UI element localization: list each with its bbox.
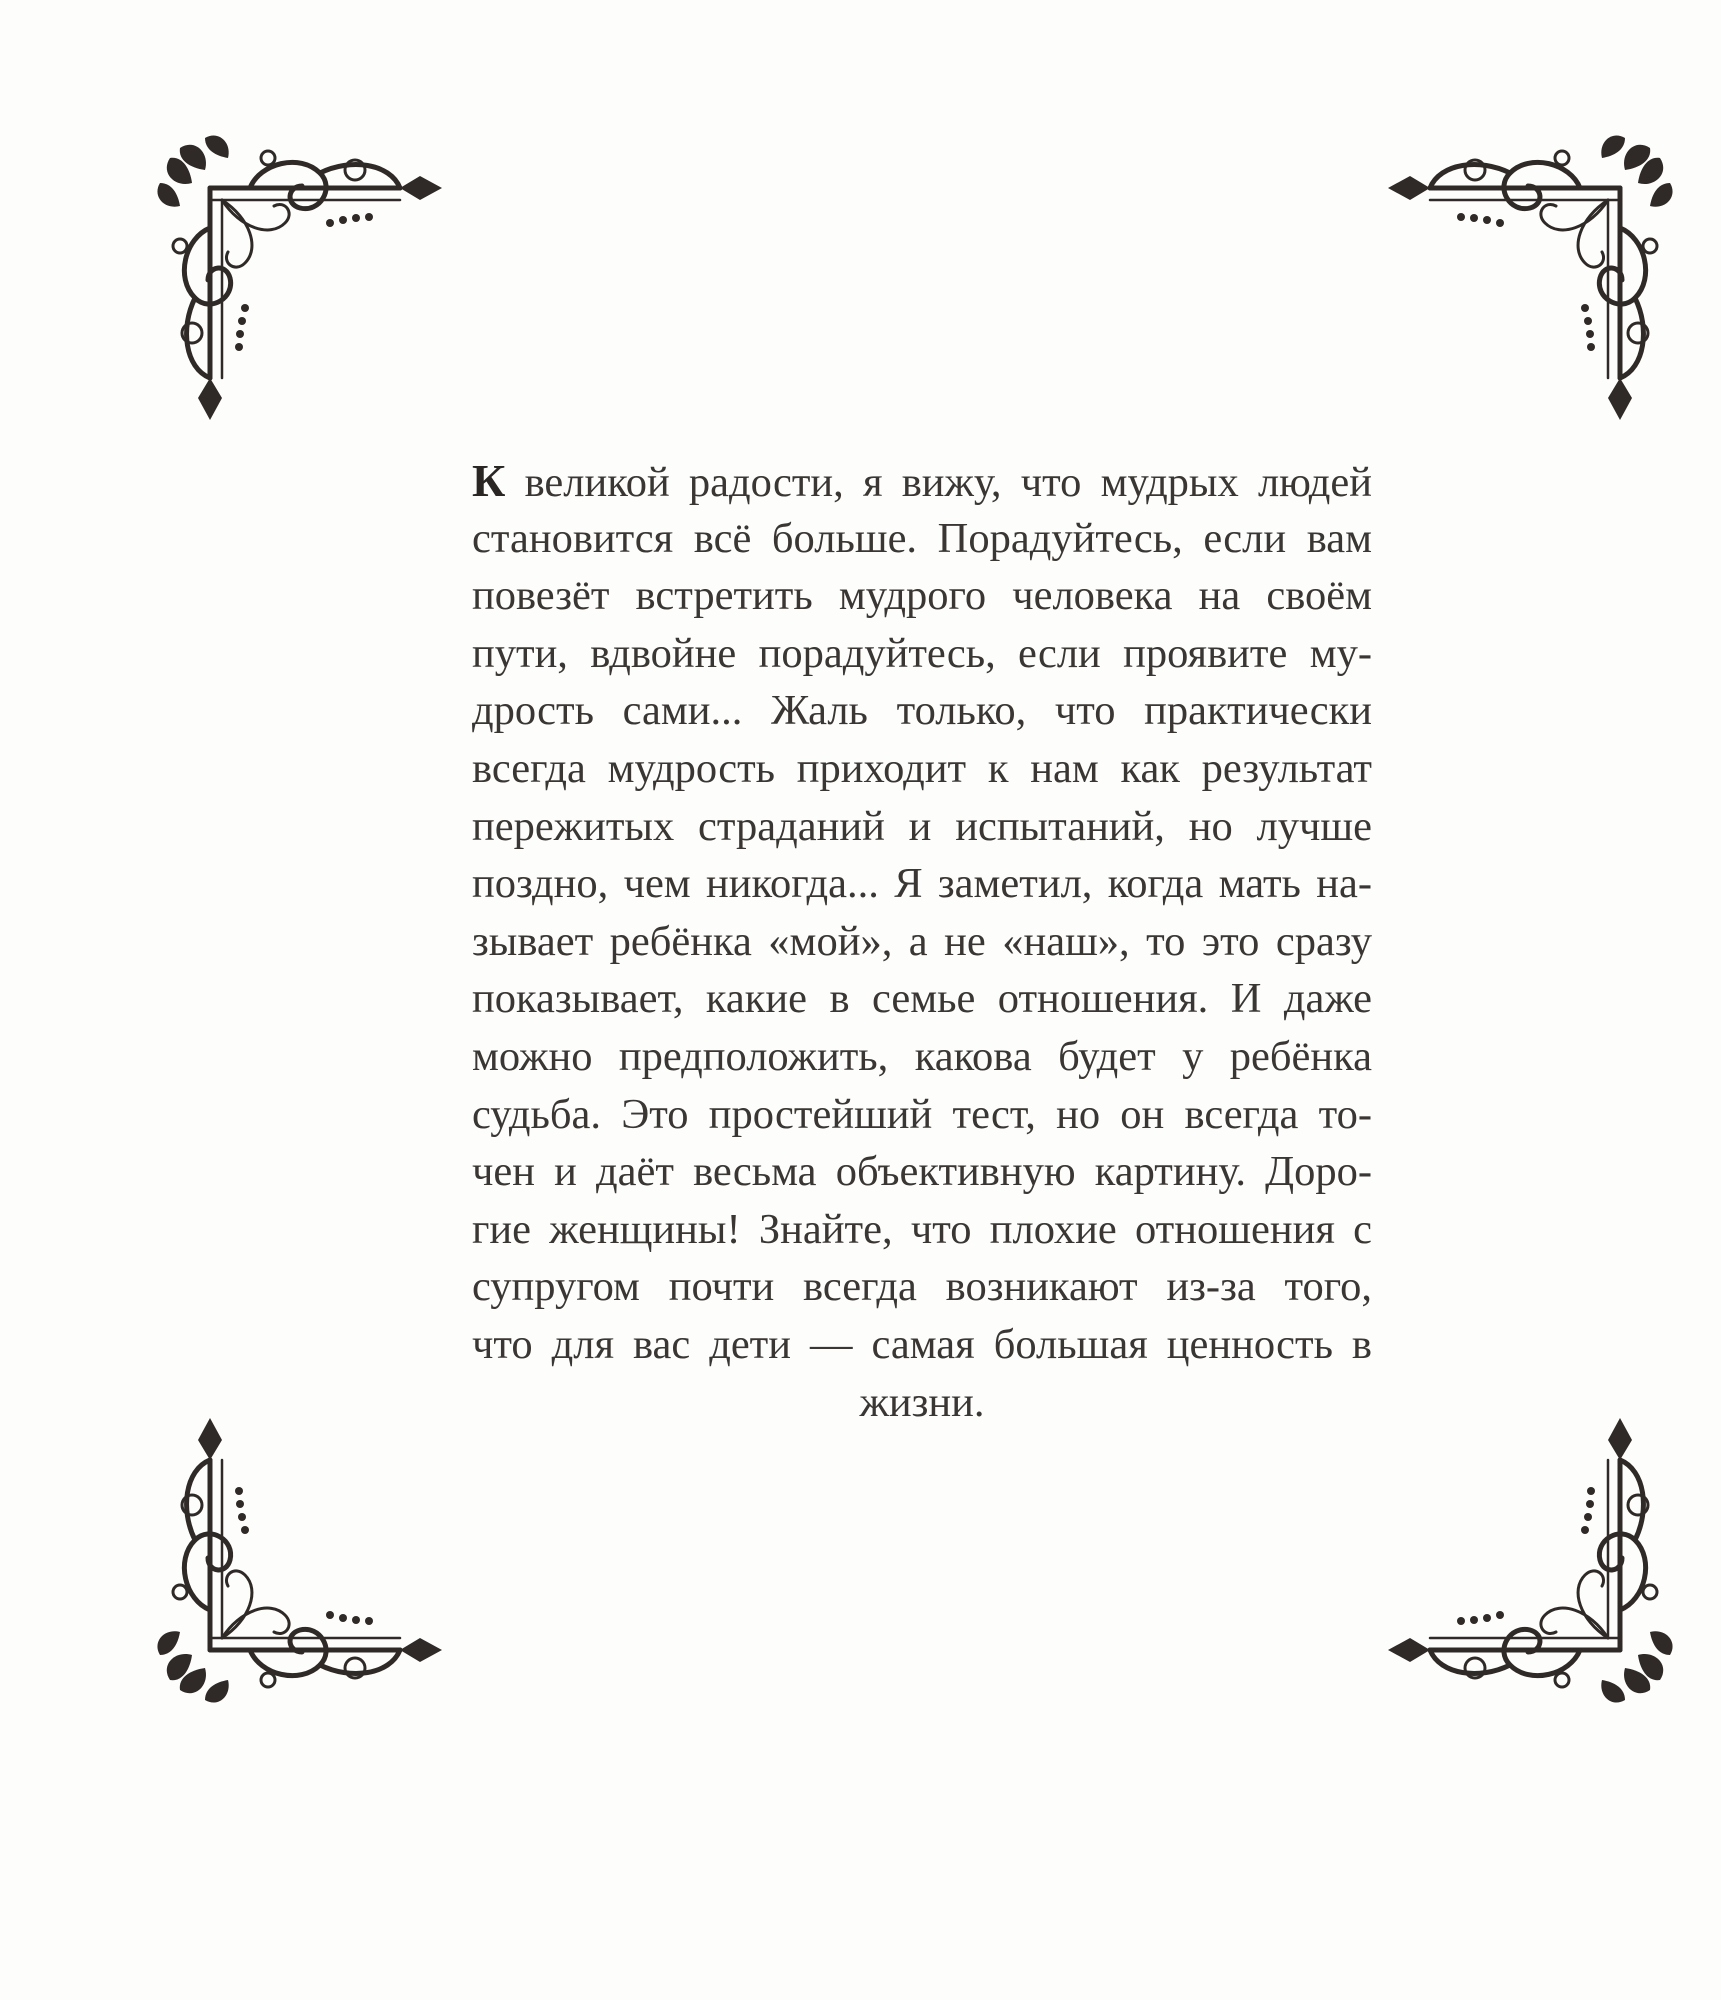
text-line: что для вас дети — самая большая ценность в	[472, 1320, 1372, 1368]
text-line: дрость сами... Жаль только, что практически	[472, 687, 1372, 735]
text-line: чен и даёт весьма объективную картину. Доро-	[472, 1148, 1372, 1196]
text-line: становится всё больше. Порадуйтесь, если вам	[472, 514, 1372, 562]
text-line: можно предположить, какова будет у ребёнка	[472, 1032, 1372, 1080]
text-line: пережитых страданий и испытаний, но лучше	[472, 802, 1372, 850]
corner-ornament-bottom-left-icon	[150, 1400, 460, 1710]
text-line: супругом почти всегда возникают из-за того,	[472, 1263, 1372, 1311]
first-line-text: великой радости, я вижу, что мудрых людей	[505, 459, 1372, 506]
corner-ornament-bottom-right-icon	[1370, 1400, 1680, 1710]
text-line: судьба. Это простейший тест, но он всегда то-	[472, 1090, 1372, 1138]
initial-letter: К	[472, 455, 506, 506]
body-paragraph	[472, 452, 1372, 1431]
text-line: повезёт встретить мудрого человека на своём	[472, 572, 1372, 620]
text-line: показывает, какие в семье отношения. И даже	[472, 975, 1372, 1023]
text-line: пути, вдвойне порадуйтесь, если проявите му-	[472, 629, 1372, 677]
text-line: гие женщины! Знайте, что плохие отношения с	[472, 1205, 1372, 1253]
text-line: зывает ребёнка «мой», а не «наш», то это сразу	[472, 917, 1372, 965]
corner-ornament-top-left-icon	[150, 128, 460, 438]
corner-ornament-top-right-icon	[1370, 128, 1680, 438]
text-line: поздно, чем никогда... Я заметил, когда мать на-	[472, 860, 1372, 908]
text-line-1	[472, 452, 1372, 510]
text-line: всегда мудрость приходит к нам как результат	[472, 744, 1372, 792]
text-line-last: жизни.	[859, 1378, 985, 1426]
